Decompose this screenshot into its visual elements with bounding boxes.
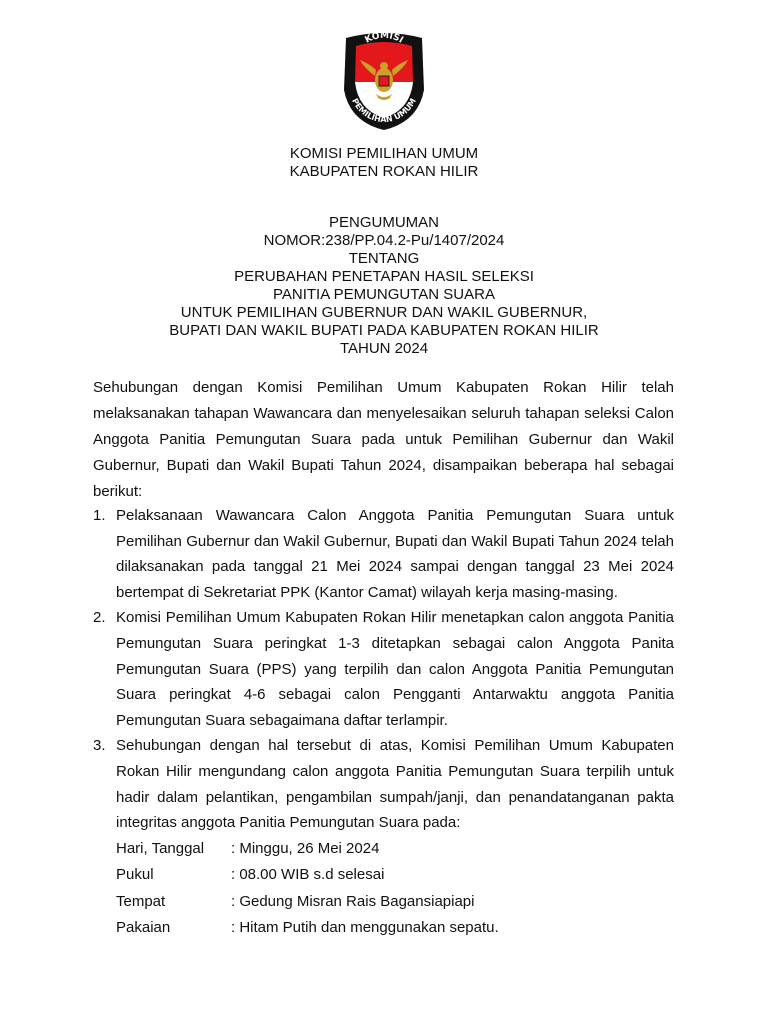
detail-label: Pukul bbox=[116, 866, 154, 884]
list-item bbox=[93, 605, 674, 733]
title-line-4: BUPATI DAN WAKIL BUPATI PADA KABUPATEN ROKAN HILIR bbox=[169, 322, 599, 339]
org-line-1: KOMISI PEMILIHAN UMUM bbox=[289, 145, 479, 162]
list-item-text: Komisi Pemilihan Umum Kabupaten Rokan Hilir menetapkan calon anggota Panitia Pemungutan Suara peringkat 1-3 ditetapkan sebagai calon Anggota Panita Pemungutan Suara (PPS) yang terpilih dan calon Anggota Panitia Pemungutan Suara peringkat 4-6 sebagai calon Pengganti Antarwaktu anggota Panitia Pemungutan Suara sebagaimana daftar terlampir. bbox=[116, 609, 674, 729]
list-item-number: 2. bbox=[93, 609, 106, 627]
organization-header bbox=[0, 145, 768, 181]
kpu-logo bbox=[338, 30, 430, 132]
title-line-5: TAHUN 2024 bbox=[339, 340, 429, 357]
detail-row bbox=[116, 889, 674, 916]
list-item-text: Sehubungan dengan hal tersebut di atas, Komisi Pemilihan Umum Kabupaten Rokan Hilir mengundang calon anggota Panitia Pemungutan Suara terpilih untuk hadir dalam pelantikan, pengambilan sumpah/janji, dan penandatanganan pakta integritas anggota Panitia Pemungutan Suara pada: bbox=[116, 737, 674, 832]
intro-paragraph: Sehubungan dengan Komisi Pemilihan Umum Kabupaten Rokan Hilir telah melaksanakan tahapan Wawancara dan menyelesaikan seluruh tahapan seleksi Calon Anggota Panitia Pemungutan Suara pada untuk Pemilihan Gubernur dan Wakil Gubernur, Bupati dan Wakil Bupati Tahun 2024, disampaikan beberapa hal sebagai berikut: bbox=[93, 379, 674, 500]
kpu-emblem-icon bbox=[338, 30, 430, 132]
title-heading: PENGUMUMAN bbox=[328, 214, 439, 231]
detail-value: : 08.00 WIB s.d selesai bbox=[231, 866, 385, 884]
numbered-list bbox=[93, 503, 674, 942]
detail-value: : Gedung Misran Rais Bagansiapiapi bbox=[231, 892, 475, 910]
list-item-number: 3. bbox=[93, 737, 106, 755]
detail-label: Hari, Tanggal bbox=[116, 839, 205, 857]
detail-label: Tempat bbox=[116, 892, 166, 910]
title-line-3: UNTUK PEMILIHAN GUBERNUR DAN WAKIL GUBERNUR, bbox=[180, 304, 588, 321]
title-line-2: PANITIA PEMUNGUTAN SUARA bbox=[273, 286, 495, 303]
title-number: NOMOR:238/PP.04.2-Pu/1407/2024 bbox=[263, 232, 505, 249]
detail-label: Pakaian bbox=[116, 919, 171, 937]
detail-value: : Hitam Putih dan menggunakan sepatu. bbox=[231, 919, 499, 937]
announcement-title bbox=[0, 214, 768, 358]
list-item-text: Pelaksanaan Wawancara Calon Anggota Panitia Pemungutan Suara untuk Pemilihan Gubernur dan Wakil Gubernur, Bupati dan Wakil Bupati Tahun 2024 telah dilaksanakan pada tanggal 21 Mei 2024 sampai dengan tanggal 23 Mei 2024 bertempat di Sekretariat PPK (Kantor Camat) wilayah kerja masing-masing. bbox=[116, 507, 674, 601]
title-tentang: TENTANG bbox=[348, 250, 420, 267]
detail-row bbox=[116, 915, 674, 942]
event-details bbox=[116, 836, 674, 942]
detail-row bbox=[116, 836, 674, 863]
list-item bbox=[93, 503, 674, 605]
list-item bbox=[93, 733, 674, 941]
logo-bottom-text: PEMILIHAN UMUM bbox=[350, 96, 418, 125]
list-item-number: 1. bbox=[93, 507, 106, 524]
logo-top-text: KOMISI bbox=[363, 30, 405, 46]
org-line-2: KABUPATEN ROKAN HILIR bbox=[289, 163, 479, 180]
title-line-1: PERUBAHAN PENETAPAN HASIL SELEKSI bbox=[234, 268, 534, 285]
detail-row bbox=[116, 862, 674, 889]
detail-value: : Minggu, 26 Mei 2024 bbox=[231, 839, 380, 857]
